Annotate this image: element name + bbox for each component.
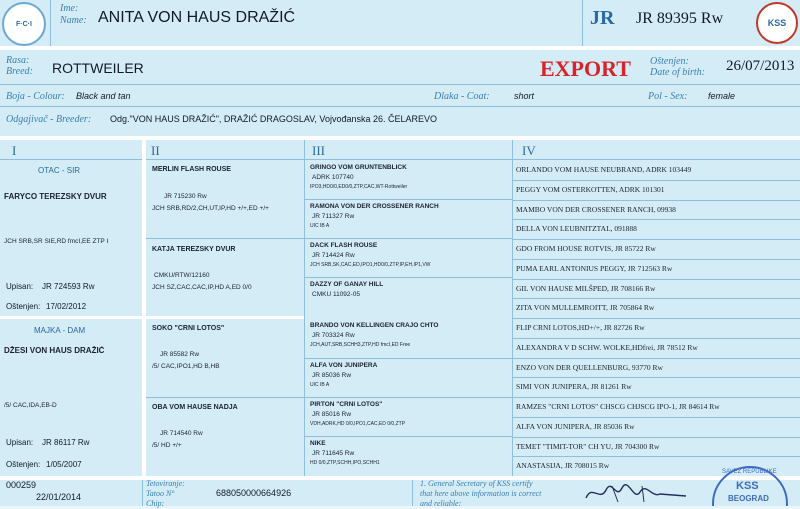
stamp-text-mid: KSS xyxy=(736,480,759,492)
gen3-titles: UIC IB A xyxy=(310,223,330,229)
gen4-row: ENZO VON DER QUELLENBURG, 93770 Rw xyxy=(516,362,663,372)
gen4-row: ALEXANDRA V D SCHW. WOLKE,HDfrei, JR 78512 Rw xyxy=(516,342,698,352)
breeder-label: Odgajivač - Breeder: xyxy=(6,114,92,125)
dam-titles: /5/ CAC,IDA,EB-D xyxy=(4,402,57,409)
chip-value: 688050000664926 xyxy=(216,488,292,498)
coat-value: short xyxy=(514,91,535,101)
tattoo-label-en: Tatoo N° xyxy=(146,489,175,498)
gen4-row: PEGGY VOM OSTERKOTTEN, ADRK 101301 xyxy=(516,184,665,194)
stamp-text-top: SAVEZ REPUBLIKE xyxy=(722,469,777,475)
certify-line-3: and reliable: xyxy=(420,499,462,508)
column-header-iii: III xyxy=(312,143,325,158)
gen3-titles: JCH,AUT,SRB,SCHH3,ZTP,HD fmcI,ED Free xyxy=(310,342,411,348)
column-header-iv: IV xyxy=(522,143,536,158)
dob-label-en: Date of birth: xyxy=(650,67,705,78)
sire-name: FARYCO TEREZSKY DVUR xyxy=(4,192,107,201)
gen3-titles: IPO3,HD0/0,ED0/0,ZTP,CAC,WT-Rottweiler xyxy=(310,184,408,190)
kss-logo-text: KSS xyxy=(767,18,787,28)
column-header-i: I xyxy=(12,143,17,158)
gen4-row: PUMA EARL ANTONIUS PEGGY, JR 712563 Rw xyxy=(516,263,673,273)
gen4-row: GIL VON HAUSE MILŠPED, JR 708166 Rw xyxy=(516,283,656,293)
column-header-ii: II xyxy=(151,143,160,158)
gen3-reg: JR 714424 Rw xyxy=(312,252,355,259)
tattoo-label: Tetoviranje: xyxy=(146,479,185,488)
colour-value: Black and tan xyxy=(76,91,131,101)
gen3-name: ALFA VON JUNIPERA xyxy=(310,362,378,369)
gen4-row: SIMI VON JUNIPERA, JR 81261 Rw xyxy=(516,382,632,392)
gen4-row: ANASTASIJA, JR 708015 Rw xyxy=(516,461,610,471)
dam-name: DŽESI VON HAUS DRAŽIĆ xyxy=(4,346,105,355)
gen3-name: PIRTON "CRNI LOTOS" xyxy=(310,401,383,408)
sire-title: OTAC - SIR xyxy=(38,166,81,175)
sire-titles: JCH SRB,SR SIE,RD fmcI,EE ZTP I xyxy=(4,238,109,245)
gen4-row: MAMBO VON DER CROSSENER RANCH, 09938 xyxy=(516,204,676,214)
gen3-name: GRINGO VOM GRUNTENBLICK xyxy=(310,164,407,171)
gen4-row: ALFA VON JUNIPERA, JR 85036 Rw xyxy=(516,421,635,431)
dob-value: 26/07/2013 xyxy=(726,58,795,74)
dam-born-label: Oštenjen: xyxy=(6,460,41,469)
dam-reg-value: JR 86117 Rw xyxy=(42,438,90,447)
dog-name: ANITA VON HAUS DRAŽIĆ xyxy=(98,9,296,26)
gen3-reg: JR 85016 Rw xyxy=(312,411,352,418)
signature-icon xyxy=(582,480,692,506)
dam-born-value: 1/05/2007 xyxy=(46,460,82,469)
gen3-reg: JR 703324 Rw xyxy=(312,332,355,339)
sire-reg-label: Upisan: xyxy=(6,282,34,291)
gen3-reg: JR 85036 Rw xyxy=(312,372,352,379)
name-label-en: Name: xyxy=(60,15,87,26)
kss-logo xyxy=(756,2,798,44)
colour-label: Boja - Colour: xyxy=(6,91,65,102)
gen4-row: DELLA VON LEUBNITZTAL, 091888 xyxy=(516,224,637,234)
dob-label: Oštenjen: xyxy=(650,56,689,67)
fci-logo-text: F·C·I xyxy=(16,20,32,28)
reg-number: JR 89395 Rw xyxy=(636,10,724,27)
fci-logo xyxy=(2,2,46,46)
breed-value: ROTTWEILER xyxy=(52,60,144,76)
gen3-name: RAMONA VON DER CROSSENER RANCH xyxy=(310,203,439,210)
dam-reg-label: Upisan: xyxy=(6,438,34,447)
chip-label: Chip: xyxy=(146,499,165,508)
breed-label: Rasa: xyxy=(6,55,30,66)
certify-line-2: that here above information is correct xyxy=(420,489,542,498)
gen4-row: FLIP CRNI LOTOS,HD+/+, JR 82726 Rw xyxy=(516,323,645,332)
coat-label: Dlaka - Coat: xyxy=(434,91,490,102)
sire-reg-value: JR 724593 Rw xyxy=(42,282,95,291)
footer-number: 000259 xyxy=(6,480,37,490)
breeder-value: Odg."VON HAUS DRAŽIĆ", DRAŽIĆ DRAGOSLAV, Vojvođanska 26. ČELAREVO xyxy=(110,114,438,124)
gen4-row: ZITA VON MULLEMROITT, JR 705864 Rw xyxy=(516,303,655,313)
gen3-name: BRANDO VON KELLINGEN CRAJO CHTO xyxy=(310,322,439,329)
gen3-name: NIKE xyxy=(310,440,326,447)
breed-label-en: Breed: xyxy=(6,66,33,77)
certify-line-1: 1. General Secretary of KSS certify xyxy=(420,479,533,488)
reg-prefix: JR xyxy=(590,7,615,29)
name-label: Ime: xyxy=(60,3,79,14)
stamp-text-bottom: BEOGRAD xyxy=(728,494,769,503)
gen4-row: TEMET "TIMIT-TOR" CH YU, JR 704300 Rw xyxy=(516,441,660,451)
gen3-titles: UIC IB A xyxy=(310,382,330,388)
gen4-row: ORLANDO VOM HAUSE NEUBRAND, ADRK 103449 xyxy=(516,165,692,174)
dam-title: MAJKA - DAM xyxy=(34,326,86,335)
gen4-row: GDO FROM HOUSE ROTVIS, JR 85722 Rw xyxy=(516,244,656,253)
sire-born-label: Oštenjen: xyxy=(6,302,41,311)
gen3-name: DACK FLASH ROUSE xyxy=(310,242,378,249)
sire-born-value: 17/02/2012 xyxy=(46,302,87,311)
sex-value: female xyxy=(708,91,736,101)
gen4-row: RAMZES "CRNI LOTOS" CHSCG CHJSCG IPO-1, JR 84614 Rw xyxy=(516,402,720,411)
gen3-reg: JR 711327 Rw xyxy=(312,213,355,220)
kss-stamp-icon xyxy=(706,466,792,506)
gen3-reg: JR 711645 Rw xyxy=(312,450,355,457)
footer-date: 22/01/2014 xyxy=(36,492,82,502)
gen3-titles: HD 0/0,ZTP,SCHH,IPO,SCHH1 xyxy=(310,460,380,466)
export-stamp: EXPORT xyxy=(540,56,631,81)
gen3-titles: VDH,ADRK,HD 0/0,IPO1,CAC,ED 0/0,ZTP xyxy=(310,421,406,427)
gen3-name: DAZZY OF GANAY HILL xyxy=(310,281,384,288)
gen3-titles: JCH SRB,SK,CAC,ED,IPO1,HD0/0,ZTP,IP,EH,IP1,VW xyxy=(310,262,431,268)
pedigree-certificate: F·C·I Ime: Name: ANITA VON HAUS DRAŽIĆ JR JR 89395 Rw KSS Rasa: Breed: ROTTWEILER EXPORT Oštenjen: Date of birth: 26/07/2013 Boja - Colour: Black and tan Dlaka - Coat: short Pol - Sex: female Odgajivač - Breeder: Odg."VON HAUS DRAŽIĆ", DRAŽIĆ DRAGOSLAV, Vojvođanska 26. ČELAREVO I II III IV OTAC - SIR FARYCO TEREZSKY DVUR JCH SRB,SR SIE,RD fmcI,EE ZTP I Upisan: JR 724593 Rw Oštenjen: 17/02/2012 MAJKA - DAM DŽESI VON HAUS DRAŽIĆ /5/ CAC,IDA,EB-D Upisan: JR 86117 Rw Oštenjen: 1/05/2007 MERLIN FLASH ROUSE JR 715230 Rw JCH SRB,RD/2,CH,UT,IP,HD +/+,ED +/+ KATJA TEREZSKY DVUR CMKU/RTW/12160 JCH SZ,CAC,CAC,IP,HD A,ED 0/0 SOKO "CRNI LOTOS" JR 85582 Rw /5/ CAC,IPO1,HD B,HB OBA VOM HAUSE NADJA JR 714540 Rw /5/ HD +/+ GRINGO VOM GRUNTENBLICK ADRK 107740 IPO3,HD0/0,ED0/0,ZTP,CAC,WT-Rottweiler RAMONA VON DER CROSSENER RANCH JR 711327 Rw UIC IB A DACK FLASH ROUSE JR 714424 Rw JCH SRB,SK,CAC,ED,IPO1,HD0/0,ZTP,IP,EH,IP1,VW DAZZY OF GANAY HILL CMKU 11092-05 BRANDO VON KELLINGEN CRAJO CHTO JR 703324 Rw JCH,AUT,SRB,SCHH3,ZTP,HD fmcI,ED Free ALFA VON JUNIPERA JR 85036 Rw UIC IB A PIRTON "CRNI LOTOS" JR 85016 Rw VDH,ADRK,HD 0/0,IPO1,CAC,ED 0/0,ZTP NIKE JR 711645 Rw HD 0/0,ZTP,SCHH,IPO,SCHH1 ORLANDO VOM HAUSE NEUBRAND, ADRK 103449 PEGGY VOM OSTERKOTTEN, ADRK 101301 MAMBO VON DER CROSSENER RANCH, 09938 DELLA VON LEUBNITZTAL, 091888 GDO FROM HOUSE ROTVIS, JR 85722 Rw PUMA EARL ANTONIUS PEGGY, JR 712563 Rw GIL VON HAUSE MILŠPED, JR 708166 Rw ZITA VON MULLEMROITT, JR 705864 Rw FLIP CRNI LOTOS,HD+/+, JR 82726 Rw ALEXANDRA V D SCHW. WOLKE,HDfrei, JR 78512 Rw ENZO VON DER QUELLENBURG, 93770 Rw SIMI VON JUNIPERA, JR 81261 Rw RAMZES "CRNI LOTOS" CHSCG CHJSCG IPO-1, JR 84614 Rw ALFA VON JUNIPERA, JR 85036 Rw TEMET "TIMIT-TOR" CH YU, JR 704300 Rw ANASTASIJA, JR 708015 Rw 000259 22/01/2014 Tetoviranje: Tatoo N° Chip: 688050000664926 1. General Secretary of KSS certify that here above information is correct and reliable: SAVEZ REPUBLIKE KSS BEOGRAD xyxy=(0,0,800,506)
gen3-reg: CMKU 11092-05 xyxy=(312,291,360,298)
gen3-reg: ADRK 107740 xyxy=(312,174,354,181)
sex-label: Pol - Sex: xyxy=(648,91,688,102)
